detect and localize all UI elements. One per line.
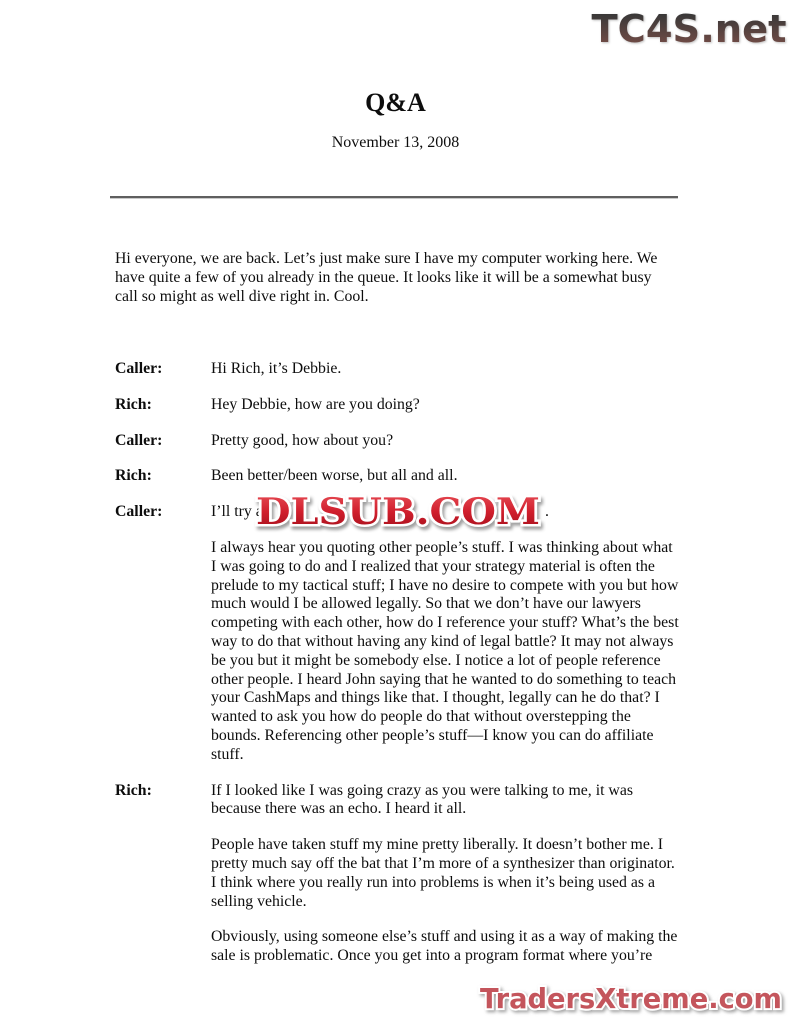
tradersxtreme-watermark-text: TradersXtreme.com	[480, 982, 782, 1015]
transcript-paragraph	[115, 928, 681, 966]
dialogue-row	[115, 396, 681, 415]
transcript-paragraph	[115, 539, 681, 765]
page-title: Q&A	[365, 88, 426, 117]
horizontal-divider	[110, 196, 678, 199]
speech-text: Hey Debbie, how are you doing?	[211, 395, 420, 413]
speaker-label: Caller:	[115, 360, 163, 377]
speech-text: If I looked like I was going crazy as you were talking to me, it was because there was an echo. I heard it all.	[211, 781, 634, 818]
dialogue-row	[115, 360, 681, 379]
dialogue-row	[115, 432, 681, 451]
speech-text: People have taken stuff my mine pretty liberally. It doesn’t bother me. I pretty much say off the bat that I’m more of a synthesizer than originator. I think where you really run into problems is when it’s being used as a selling vehicle.	[211, 836, 675, 910]
document-date: November 13, 2008	[331, 134, 460, 151]
dialogue-row	[115, 782, 681, 820]
speech-text: Hi Rich, it’s Debbie.	[211, 360, 342, 377]
obscured-text-fragment: .	[545, 503, 549, 520]
tradersxtreme-watermark-logo	[474, 977, 788, 1019]
speaker-label: Rich:	[115, 395, 152, 413]
tc4s-watermark-text: TC4S.net	[591, 7, 787, 50]
tc4s-watermark-logo	[588, 4, 790, 50]
speaker-label	[115, 836, 211, 911]
intro-paragraph: Hi everyone, we are back. Let’s just make sure I have my computer working here. We have quite a few of you already in the queue. It looks like it will be a somewhat busy call so might as well dive right in. Cool.	[115, 250, 658, 305]
speaker-label	[115, 928, 211, 966]
transcript	[115, 360, 681, 983]
speech-text: Pretty good, how about you?	[211, 431, 394, 449]
speaker-label: Caller:	[115, 431, 163, 449]
speech-text: Obviously, using someone else’s stuff and using it as a way of making the sale is problematic. Once you get into a program format where you’re	[211, 928, 678, 965]
speech-text: I’ll try a	[211, 503, 263, 521]
speaker-label: Rich:	[115, 467, 152, 485]
speaker-label: Rich:	[115, 781, 152, 799]
dlsub-watermark-logo	[250, 487, 546, 533]
dlsub-watermark-text: DLSUB.COM	[256, 491, 540, 533]
dialogue-row	[115, 467, 681, 486]
speech-text: I always hear you quoting other people’s stuff. I was thinking about what I was going to do and I realized that your strategy material is often the prelude to my tactical stuff; I have no desire to compete with you but how much would I be allowed legally. So that we don’t have our lawyers competing with each other, how do I reference your stuff? What’s the best way to do that without having any kind of legal battle? It may not always be you but it might be somebody else. I notice a lot of people reference other people. I heard John saying that he wanted to do something to teach your CashMaps and things like that. I thought, legally can he do that? I wanted to ask you how do people do that without overstepping the bounds. Referencing other people’s stuff—I know you can do affiliate stuff.	[211, 538, 679, 763]
speaker-label: Caller:	[115, 503, 163, 521]
speech-text: Been better/been worse, but all and all.	[211, 467, 458, 485]
speaker-label	[115, 539, 211, 765]
transcript-paragraph	[115, 836, 681, 911]
